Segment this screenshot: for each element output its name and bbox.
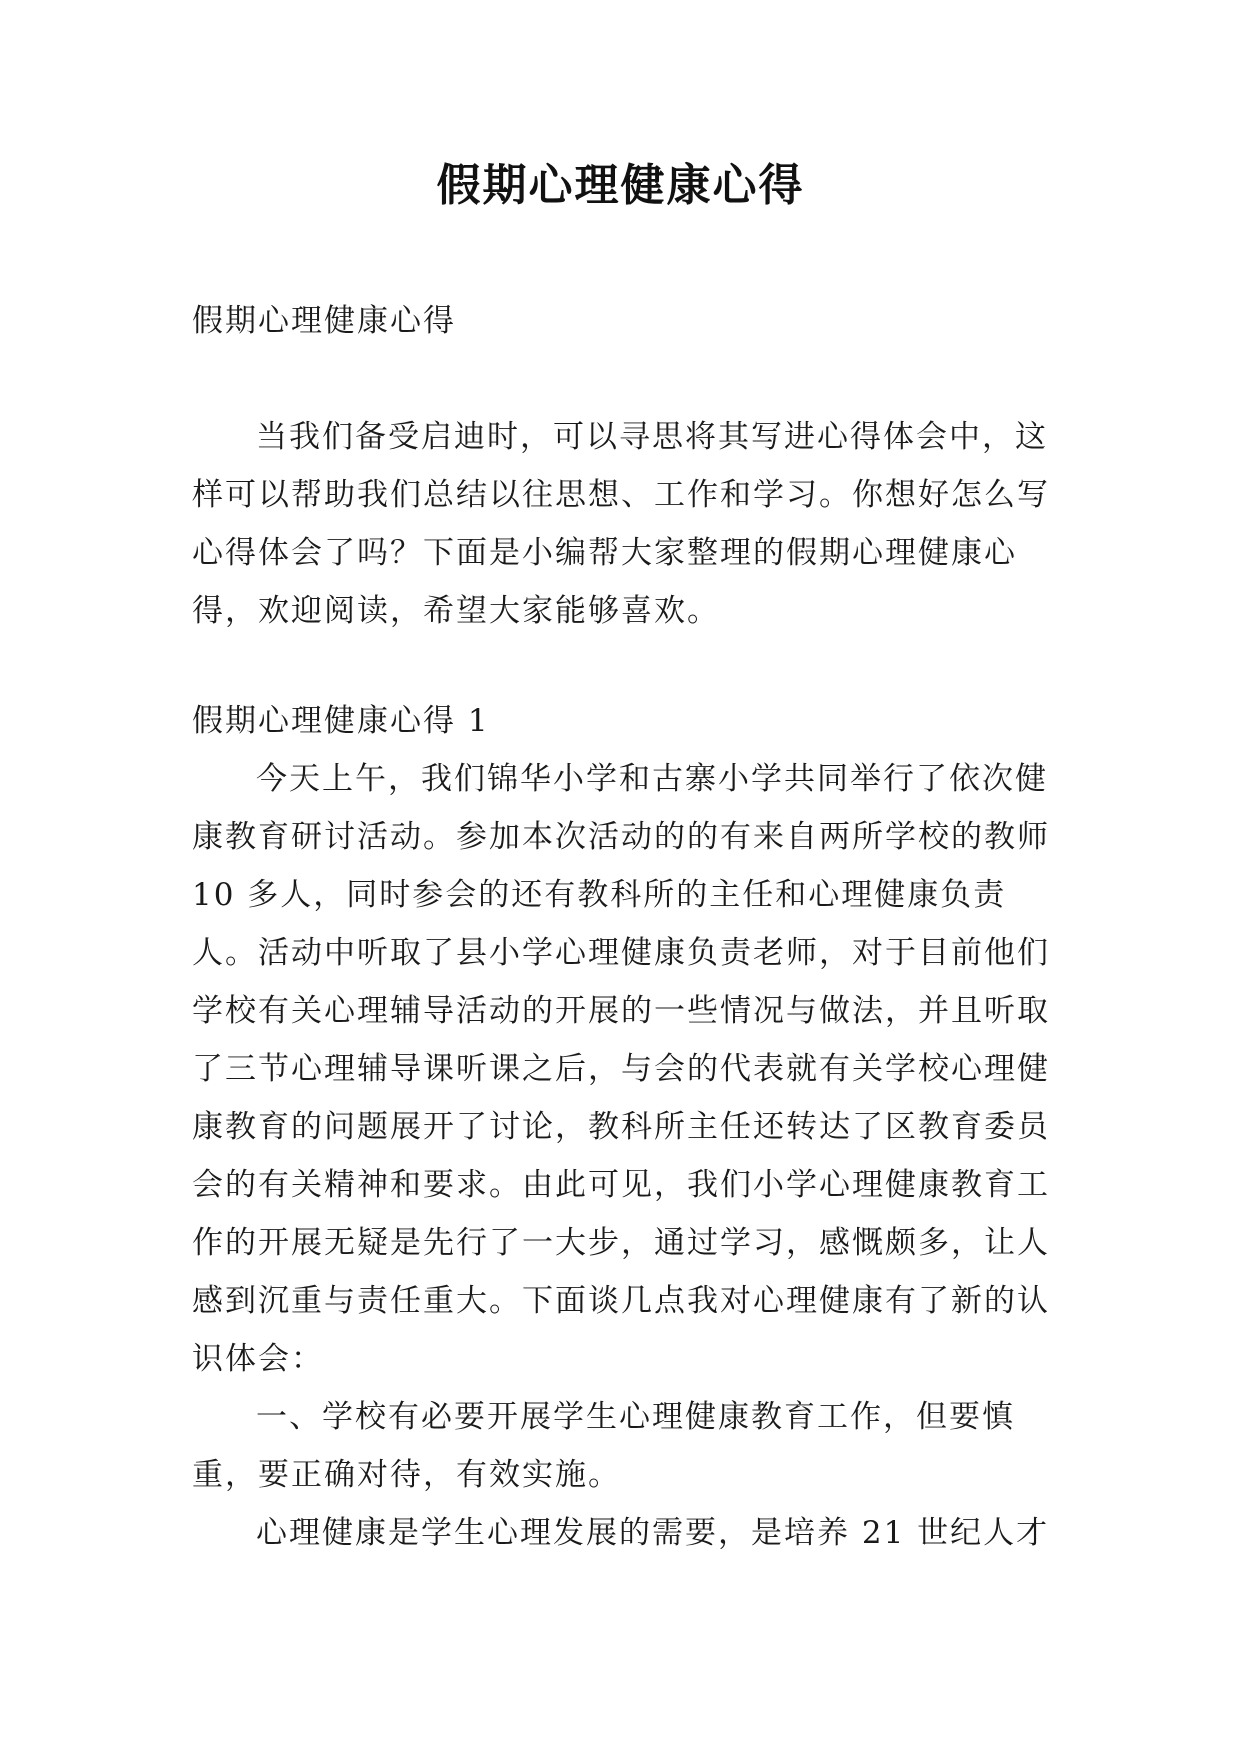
body-paragraph-1: 今天上午，我们锦华小学和古寨小学共同举行了依次健康教育研讨活动。参加本次活动的的有来自两所学校的教师 10 多人，同时参会的还有教科所的主任和心理健康负责人。活动中听取了县小学心理健康负责老师，对于目前他们学校有关心理辅导活动的开展的一些情况与做法，并且听取了三节心理辅导课听课之后，与会的代表就有关学校心理健康教育的问题展开了讨论，教科所主任还转达了区教育委员会的有关精神和要求。由此可见，我们小学心理健康教育工作的开展无疑是先行了一大步，通过学习，感慨颇多，让人感到沉重与责任重大。下面谈几点我对心理健康有了新的认识体会： — [192, 761, 1050, 1377]
body-paragraph-2: 一、学校有必要开展学生心理健康教育工作，但要慎重，要正确对待，有效实施。 — [192, 1399, 1015, 1493]
body-paragraph-3: 心理健康是学生心理发展的需要，是培养 21 世纪人才 — [256, 1515, 1050, 1551]
intro-paragraph: 当我们备受启迪时，可以寻思将其写进心得体会中，这样可以帮助我们总结以往思想、工作和学习。你想好怎么写心得体会了吗？下面是小编帮大家整理的假期心理健康心得，欢迎阅读，希望大家能够喜欢。 — [192, 419, 1050, 629]
document-body — [192, 292, 1052, 1562]
section-heading: 假期心理健康心得 1 — [192, 703, 490, 739]
document-title: 假期心理健康心得 — [436, 160, 805, 211]
document-subtitle: 假期心理健康心得 — [192, 303, 456, 339]
